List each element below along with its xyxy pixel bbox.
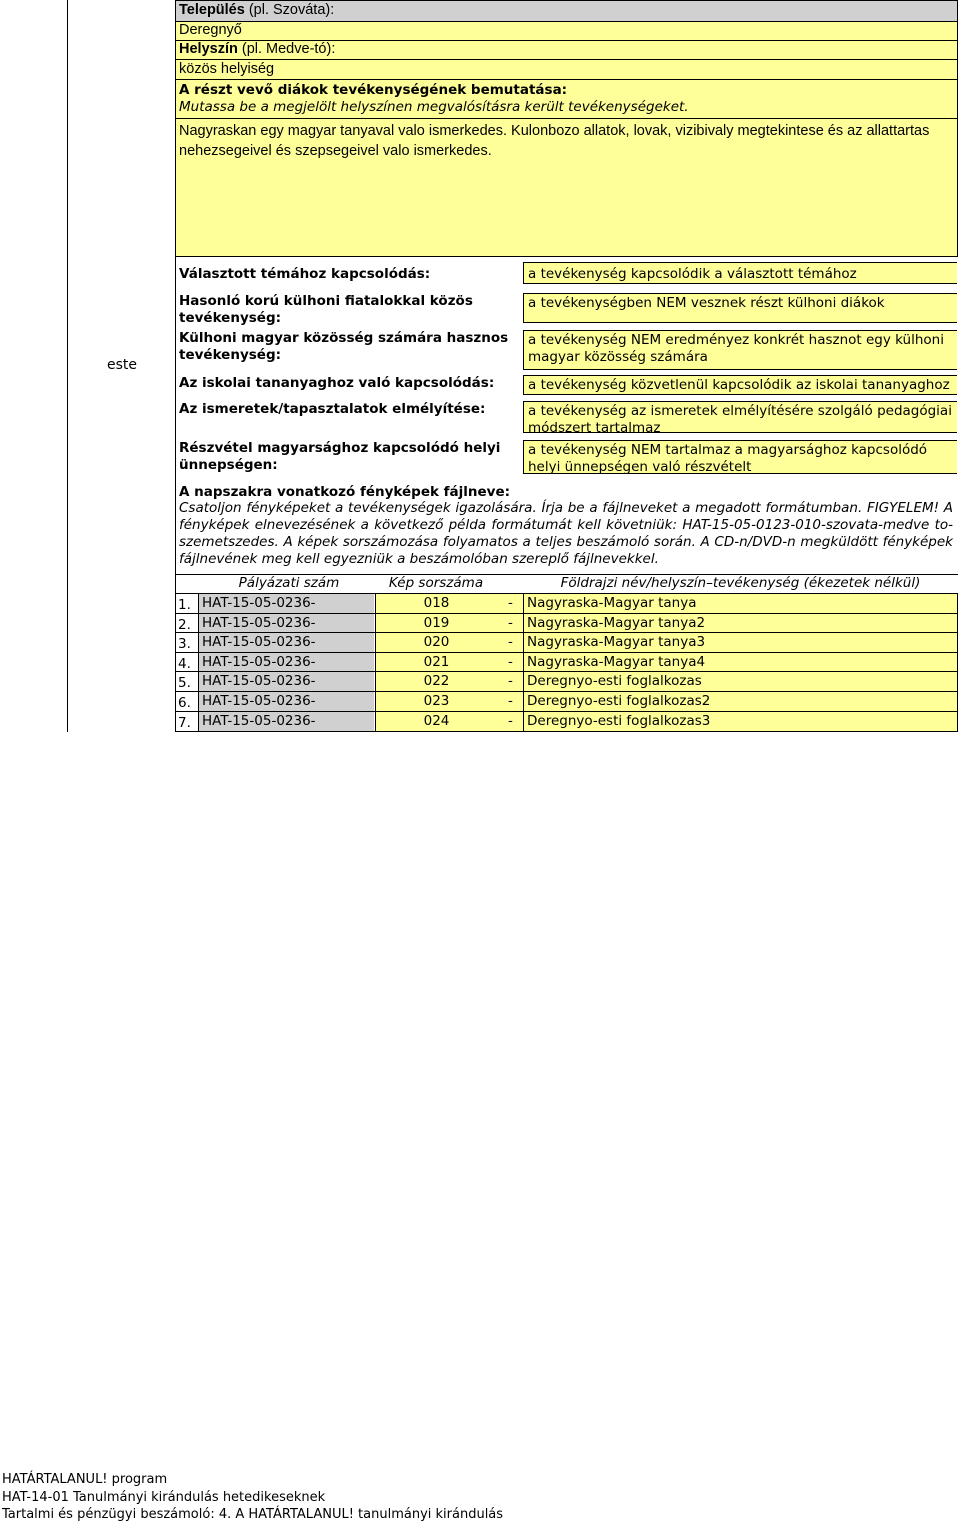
activities-instruction: Mutassa be a megjelölt helyszínen megvalósításra került tevékenységeket.: [179, 99, 689, 115]
image-number-cell[interactable]: 023: [375, 692, 497, 711]
criterion-value-text: a tevékenység NEM eredményez konkrét hasznot egy külhoni magyar közösség számára: [528, 332, 944, 365]
criterion-label: Hasonló korú külhoni fiatalokkal közös tevékenység:: [179, 293, 473, 326]
place-activity-cell[interactable]: Nagyraska-Magyar tanya2: [523, 614, 958, 633]
photo-row-number: 2.: [178, 616, 191, 633]
photo-row-number: 3.: [178, 636, 191, 653]
criterion-value-text: a tevékenység NEM tartalmaz a magyarsághoz kapcsolódó helyi ünnepségen való részvételt: [528, 442, 928, 475]
photos-instruction: Csatoljon fényképeket a tevékenységek igazolására. Írja be a fájlneveket a megadott formátumban. FIGYELEM! A fényképek elnevezésének a következő példa formátumát kell követniük: HAT-15-05-0123-010-szovata-medve to-szemetszedes. A képek sorszámozása folyamatos a teljes beszámoló során. A CD-n/DVD-n megküldött fényképek fájlnevének meg kell egyezniük a beszámolóban szereplő fájlnevekkel.: [179, 500, 953, 567]
photo-row-number: 4.: [178, 655, 191, 672]
photos-table: [176, 574, 958, 732]
application-number-cell[interactable]: HAT-15-05-0236-: [198, 653, 374, 672]
settlement-hint: (pl. Szováta):: [244, 2, 335, 18]
place-activity-cell[interactable]: Nagyraska-Magyar tanya: [523, 594, 958, 613]
criterion-value-text: a tevékenységben NEM vesznek részt külhoni diákok: [528, 295, 885, 311]
footer: [2, 1471, 902, 1524]
photo-row: [176, 632, 958, 652]
criterion-value-text: a tevékenység közvetlenül kapcsolódik az iskolai tananyaghoz: [528, 377, 950, 393]
photos-heading: A napszakra vonatkozó fényképek fájlneve:: [179, 484, 511, 500]
footer-report-title: Tartalmi és pénzügyi beszámoló: 4. A HATÁRTALANUL! tanulmányi kirándulás: [2, 1507, 504, 1522]
settlement-value[interactable]: Deregnyő: [179, 22, 242, 38]
place-activity-cell[interactable]: Deregnyo-esti foglalkozas3: [523, 712, 958, 731]
criterion-value[interactable]: [523, 293, 957, 323]
application-number-cell[interactable]: HAT-15-05-0236-: [198, 633, 374, 652]
application-number-cell[interactable]: HAT-15-05-0236-: [198, 712, 374, 731]
place-activity-cell[interactable]: Deregnyo-esti foglalkozas2: [523, 692, 958, 711]
photo-row: [176, 671, 958, 691]
separator-cell: -: [508, 673, 513, 690]
photo-row: [176, 613, 958, 633]
image-number-cell[interactable]: 018: [375, 594, 497, 613]
image-number-cell[interactable]: 024: [375, 712, 497, 731]
separator-cell: -: [508, 634, 513, 651]
activities-text[interactable]: Nagyraskan egy magyar tanyaval valo ismerkedes. Kulonbozo allatok, lovak, vizibivaly megtekintese és az allattartas nehezsegeivel és szepsegeivel valo ismerkedes.: [179, 123, 930, 159]
application-number-cell[interactable]: HAT-15-05-0236-: [198, 594, 374, 613]
location-value[interactable]: közös helyiség: [179, 61, 275, 77]
col-image-number: Kép sorszáma: [388, 575, 484, 591]
place-activity-cell[interactable]: Nagyraska-Magyar tanya4: [523, 653, 958, 672]
photo-row-number: 5.: [178, 675, 191, 692]
photo-row: [176, 691, 958, 711]
application-number-cell[interactable]: HAT-15-05-0236-: [198, 672, 374, 691]
image-number-cell[interactable]: 021: [375, 653, 497, 672]
location-label-row: [179, 41, 949, 58]
settlement-label-row: [179, 2, 949, 19]
application-number-cell[interactable]: HAT-15-05-0236-: [198, 692, 374, 711]
criterion-value-text: a tevékenység az ismeretek elmélyítésére szolgáló pedagógiai módszert tartalmaz: [528, 403, 952, 436]
application-number-cell[interactable]: HAT-15-05-0236-: [198, 614, 374, 633]
separator-cell: -: [508, 693, 513, 709]
criterion-value[interactable]: [523, 262, 957, 284]
photo-row-number: 6.: [178, 695, 191, 711]
criterion-label: Külhoni magyar közösség számára hasznos tevékenység:: [179, 330, 509, 363]
photo-row: [176, 711, 958, 731]
criterion-value[interactable]: [523, 440, 957, 474]
photo-row: [176, 652, 958, 672]
separator-cell: -: [508, 653, 513, 670]
separator-cell: -: [508, 595, 513, 611]
image-number-cell[interactable]: 019: [375, 614, 497, 633]
footer-program: HATÁRTALANUL! program: [2, 1472, 168, 1487]
place-activity-cell[interactable]: Nagyraska-Magyar tanya3: [523, 633, 958, 652]
criterion-value[interactable]: [523, 401, 957, 436]
col-place-activity: Földrajzi név/helyszín–tevékenység (ékezetek nélkül): [560, 575, 921, 591]
location-label: Helyszín: [179, 41, 238, 57]
image-number-cell[interactable]: 022: [375, 672, 497, 691]
settlement-label: Település: [179, 2, 245, 18]
photos-table-header: [176, 574, 958, 593]
footer-document-code: HAT-14-01 Tanulmányi kirándulás hetedikeseknek: [2, 1489, 326, 1505]
photo-row-number: 1.: [178, 597, 191, 613]
separator-cell: -: [508, 614, 513, 631]
activities-heading: A részt vevő diákok tevékenységének bemutatása:: [179, 82, 568, 98]
photo-row-number: 7.: [178, 714, 191, 731]
criterion-label: Az iskolai tananyaghoz való kapcsolódás:: [179, 375, 495, 391]
table-bottom-border: [176, 731, 958, 732]
criterion-value-text: a tevékenység kapcsolódik a választott témához: [528, 266, 857, 282]
place-activity-cell[interactable]: Deregnyo-esti foglalkozas: [523, 672, 958, 691]
criterion-label: Részvétel magyarsághoz kapcsolódó helyi ünnepségen:: [179, 440, 501, 473]
time-of-day-label: este: [107, 357, 138, 373]
col-application-number: Pályázati szám: [238, 575, 340, 591]
criterion-value[interactable]: [523, 375, 957, 395]
criterion-value[interactable]: [523, 330, 957, 370]
separator-cell: -: [508, 712, 513, 729]
criterion-label: Az ismeretek/tapasztalatok elmélyítése:: [179, 401, 486, 417]
location-hint: (pl. Medve-tó):: [237, 41, 336, 57]
image-number-cell[interactable]: 020: [375, 633, 497, 652]
criterion-label: Választott témához kapcsolódás:: [179, 266, 431, 282]
photo-row: [176, 593, 958, 613]
